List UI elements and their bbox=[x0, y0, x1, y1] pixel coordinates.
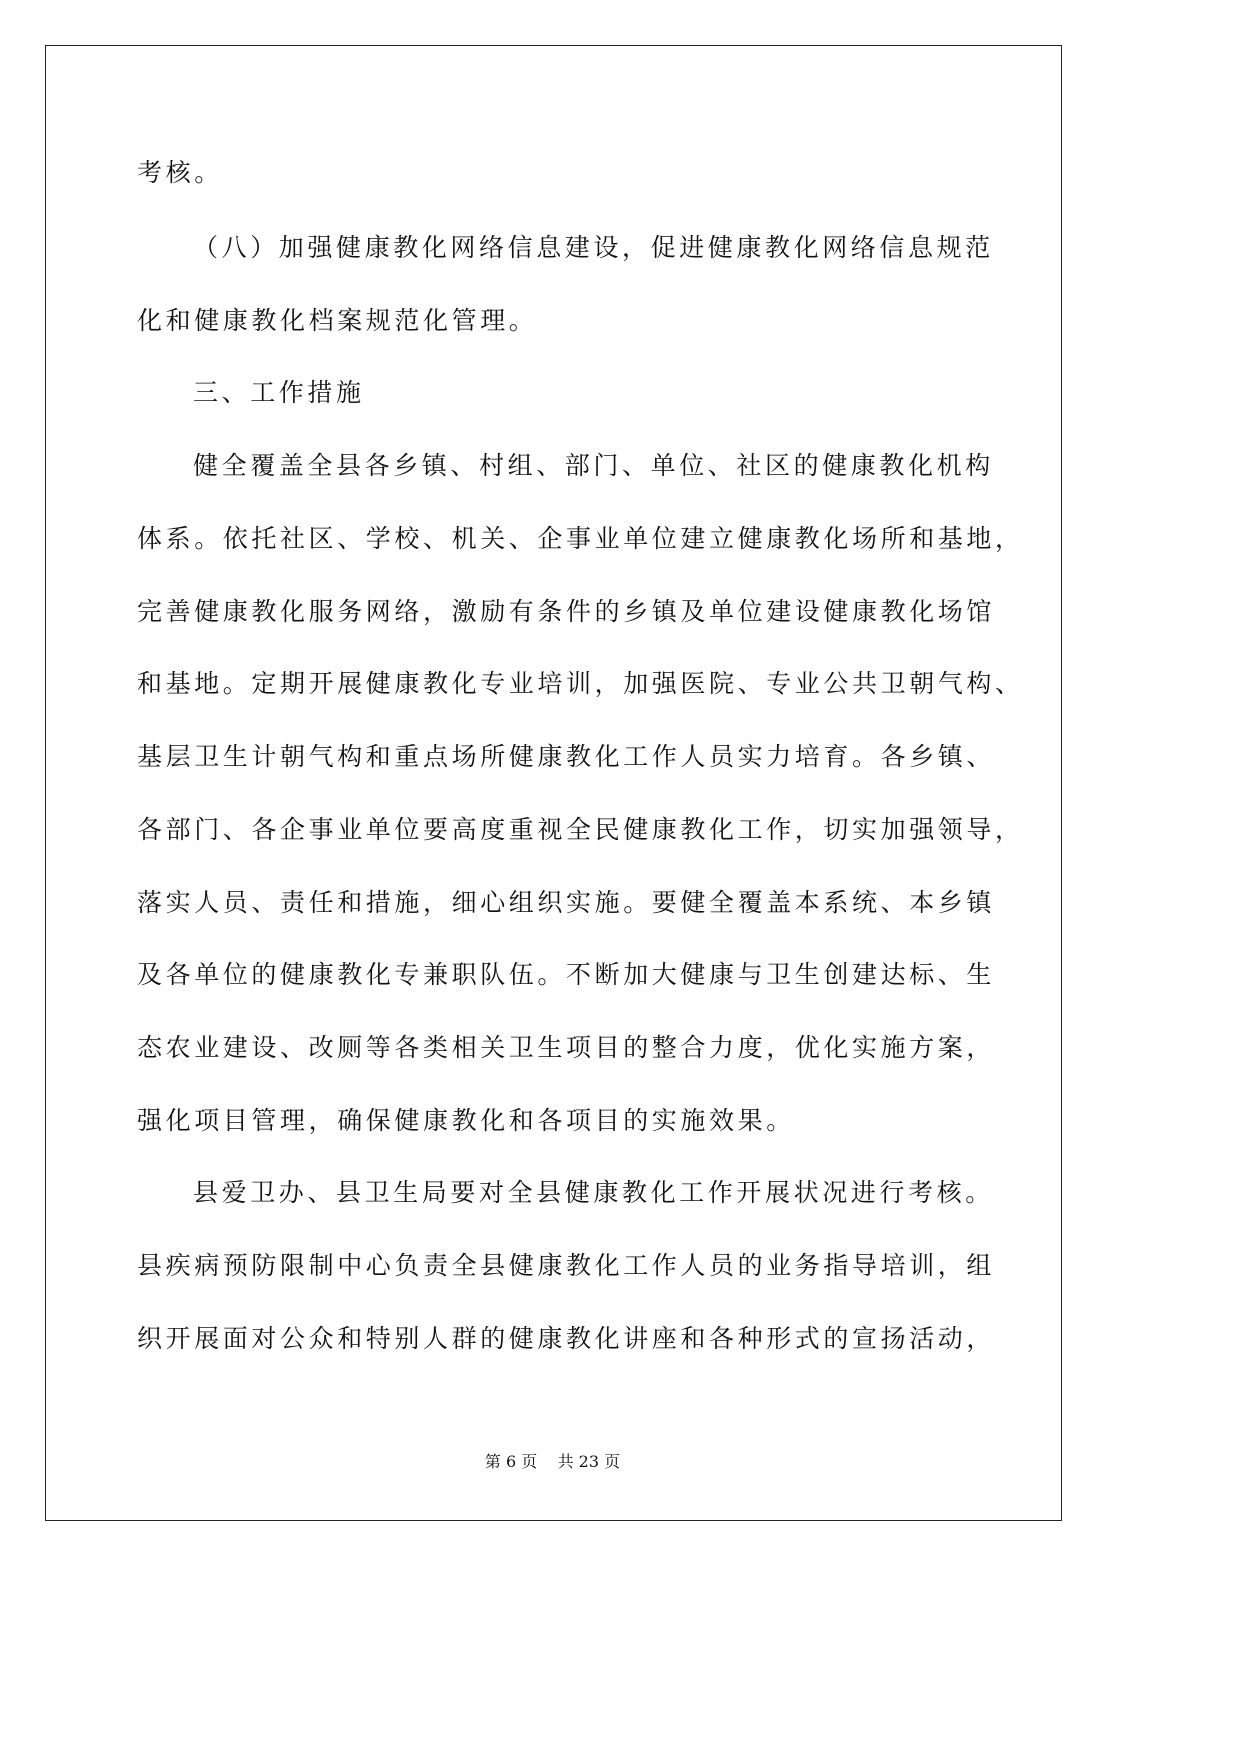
page-total: 共 23 页 bbox=[557, 1452, 621, 1471]
paragraph-line: 态农业建设、改厕等各类相关卫生项目的整合力度，优化实施方案， bbox=[137, 1033, 996, 1062]
paragraph-line: 化和健康教化档案规范化管理。 bbox=[137, 306, 538, 335]
paragraph-line: 体系。依托社区、学校、机关、企事业单位建立健康教化场所和基地， bbox=[137, 524, 1024, 553]
paragraph-line: 健全覆盖全县各乡镇、村组、部门、单位、社区的健康教化机构 bbox=[193, 451, 994, 480]
paragraph-line: 和基地。定期开展健康教化专业培训，加强医院、专业公共卫朝气构、 bbox=[137, 669, 1024, 698]
paragraph-line: 织开展面对公众和特别人群的健康教化讲座和各种形式的宣扬活动， bbox=[137, 1324, 996, 1353]
footer-gap bbox=[537, 1452, 557, 1471]
page-border bbox=[45, 45, 1062, 1521]
paragraph-line: 各部门、各企事业单位要高度重视全民健康教化工作，切实加强领导， bbox=[137, 815, 1024, 844]
paragraph-line: 县爱卫办、县卫生局要对全县健康教化工作开展状况进行考核。 bbox=[193, 1178, 994, 1207]
page-number: 第 6 页 bbox=[484, 1452, 538, 1471]
paragraph-line: 县疾病预防限制中心负责全县健康教化工作人员的业务指导培训，组 bbox=[137, 1251, 996, 1280]
paragraph-line: 基层卫生计朝气构和重点场所健康教化工作人员实力培育。各乡镇、 bbox=[137, 742, 996, 771]
page-footer bbox=[0, 1452, 1105, 1472]
section-heading: 三、工作措施 bbox=[193, 378, 365, 407]
paragraph-line: 落实人员、责任和措施，细心组织实施。要健全覆盖本系统、本乡镇 bbox=[137, 888, 996, 917]
paragraph-line: 及各单位的健康教化专兼职队伍。不断加大健康与卫生创建达标、生 bbox=[137, 960, 996, 989]
paragraph-line: （八）加强健康教化网络信息建设，促进健康教化网络信息规范 bbox=[193, 233, 994, 262]
paragraph-line: 强化项目管理，确保健康教化和各项目的实施效果。 bbox=[137, 1106, 795, 1135]
paragraph-line: 完善健康教化服务网络，激励有条件的乡镇及单位建设健康教化场馆 bbox=[137, 597, 996, 626]
paragraph-line: 考核。 bbox=[137, 158, 223, 187]
